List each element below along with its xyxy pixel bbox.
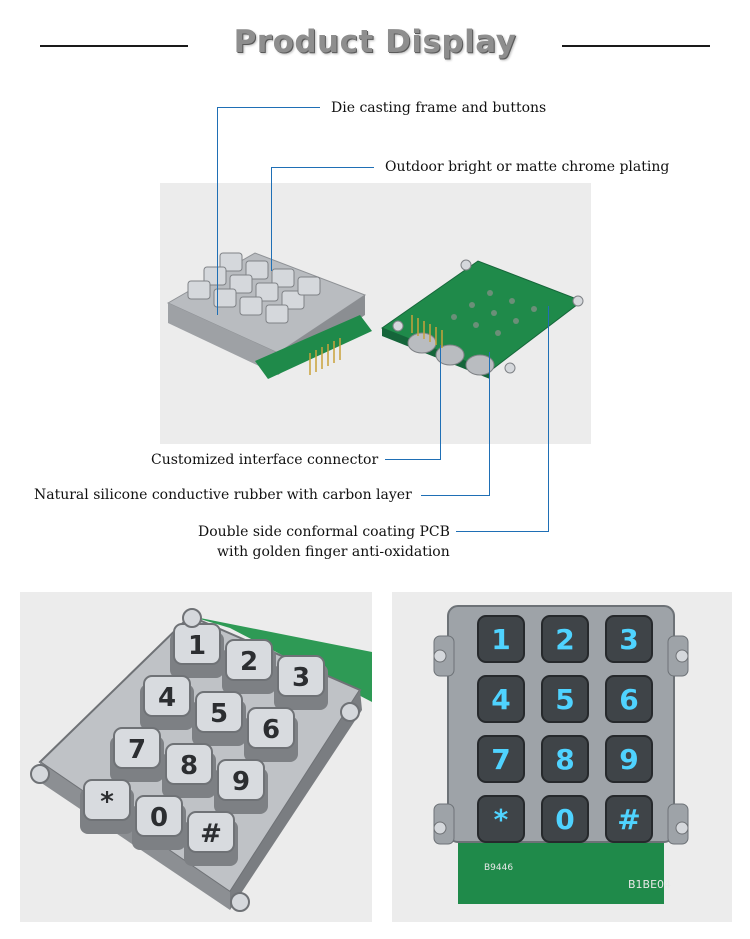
backlit-key-label: # bbox=[617, 803, 641, 836]
backlit-key-0 bbox=[478, 616, 524, 662]
backlit-key-4 bbox=[542, 676, 588, 722]
chrome-key-label: 8 bbox=[179, 751, 199, 781]
chrome-key-label: 1 bbox=[187, 631, 207, 661]
callout-rubber: Natural silicone conductive rubber with carbon layer bbox=[34, 487, 412, 503]
callout-line-rubber-v bbox=[489, 352, 490, 495]
callout-line-connector-h bbox=[385, 459, 441, 460]
chrome-key-label: * bbox=[100, 787, 114, 817]
backlit-key-2 bbox=[606, 616, 652, 662]
callout-pcb-line1: Double side conformal coating PCB bbox=[198, 524, 450, 540]
pcb-code-a: B1BE04 bbox=[628, 878, 672, 891]
callout-line-pcb-v bbox=[548, 306, 549, 531]
chrome-key-label: # bbox=[200, 819, 222, 849]
backlit-key-label: 1 bbox=[491, 623, 511, 656]
chrome-key-3 bbox=[140, 676, 194, 730]
callout-connector: Customized interface connector bbox=[151, 452, 379, 468]
chrome-key-label: 0 bbox=[149, 803, 169, 833]
backlit-key-label: 8 bbox=[555, 743, 575, 776]
chrome-key-8 bbox=[214, 760, 268, 814]
backlit-key-10 bbox=[542, 796, 588, 842]
callout-line-die-casting-h bbox=[217, 107, 320, 108]
chrome-key-label: 9 bbox=[231, 767, 251, 797]
callout-line-rubber-h bbox=[421, 495, 490, 496]
chrome-key-5 bbox=[244, 708, 298, 762]
callout-line-plating-v bbox=[271, 167, 272, 271]
backlit-key-7 bbox=[542, 736, 588, 782]
pcb-back-view bbox=[382, 260, 583, 379]
backlit-key-9 bbox=[478, 796, 524, 842]
callout-pcb-line2: with golden finger anti-oxidation bbox=[217, 544, 450, 560]
chrome-key-label: 4 bbox=[157, 683, 177, 713]
backlit-key-label: 9 bbox=[619, 743, 639, 776]
callout-line-connector-v bbox=[440, 345, 441, 459]
header-rule-right bbox=[562, 45, 710, 47]
backlit-key-1 bbox=[542, 616, 588, 662]
chrome-key-label: 6 bbox=[261, 715, 281, 745]
page-title: Product Display bbox=[233, 24, 517, 60]
chrome-key-9 bbox=[80, 780, 134, 834]
chrome-key-label: 3 bbox=[291, 663, 311, 693]
backlit-key-11 bbox=[606, 796, 652, 842]
chrome-key-7 bbox=[162, 744, 216, 798]
pcb-code-b: B9446 bbox=[484, 863, 514, 873]
chrome-key-0 bbox=[170, 624, 224, 678]
chrome-key-label: 5 bbox=[209, 699, 229, 729]
top-product-photo bbox=[160, 183, 591, 444]
backlit-key-label: * bbox=[493, 803, 509, 836]
callout-line-pcb-h bbox=[456, 531, 549, 532]
chrome-key-11 bbox=[184, 812, 238, 866]
backlit-key-label: 3 bbox=[619, 623, 639, 656]
backlit-key-label: 7 bbox=[491, 743, 511, 776]
backlit-key-5 bbox=[606, 676, 652, 722]
backlit-key-8 bbox=[606, 736, 652, 782]
backlit-key-label: 0 bbox=[555, 803, 575, 836]
backlit-key-6 bbox=[478, 736, 524, 782]
callout-line-plating-h bbox=[271, 167, 374, 168]
chrome-key-6 bbox=[110, 728, 164, 782]
backlit-key-label: 5 bbox=[555, 683, 575, 716]
backlit-keypad bbox=[392, 592, 732, 922]
chrome-key-1 bbox=[222, 640, 276, 694]
backlit-key-3 bbox=[478, 676, 524, 722]
callout-line-die-casting-v bbox=[217, 107, 218, 315]
chrome-keypad-front bbox=[168, 253, 372, 379]
backlit-key-label: 2 bbox=[555, 623, 575, 656]
backlit-key-label: 6 bbox=[619, 683, 639, 716]
chrome-key-label: 7 bbox=[127, 735, 147, 765]
backlit-key-label: 4 bbox=[491, 683, 511, 716]
callout-plating: Outdoor bright or matte chrome plating bbox=[385, 159, 670, 175]
chrome-key-10 bbox=[132, 796, 186, 850]
chrome-keypad-closeup bbox=[20, 592, 372, 922]
chrome-key-label: 2 bbox=[239, 647, 259, 677]
chrome-key-4 bbox=[192, 692, 246, 746]
callout-die-casting: Die casting frame and buttons bbox=[331, 100, 547, 116]
chrome-key-2 bbox=[274, 656, 328, 710]
